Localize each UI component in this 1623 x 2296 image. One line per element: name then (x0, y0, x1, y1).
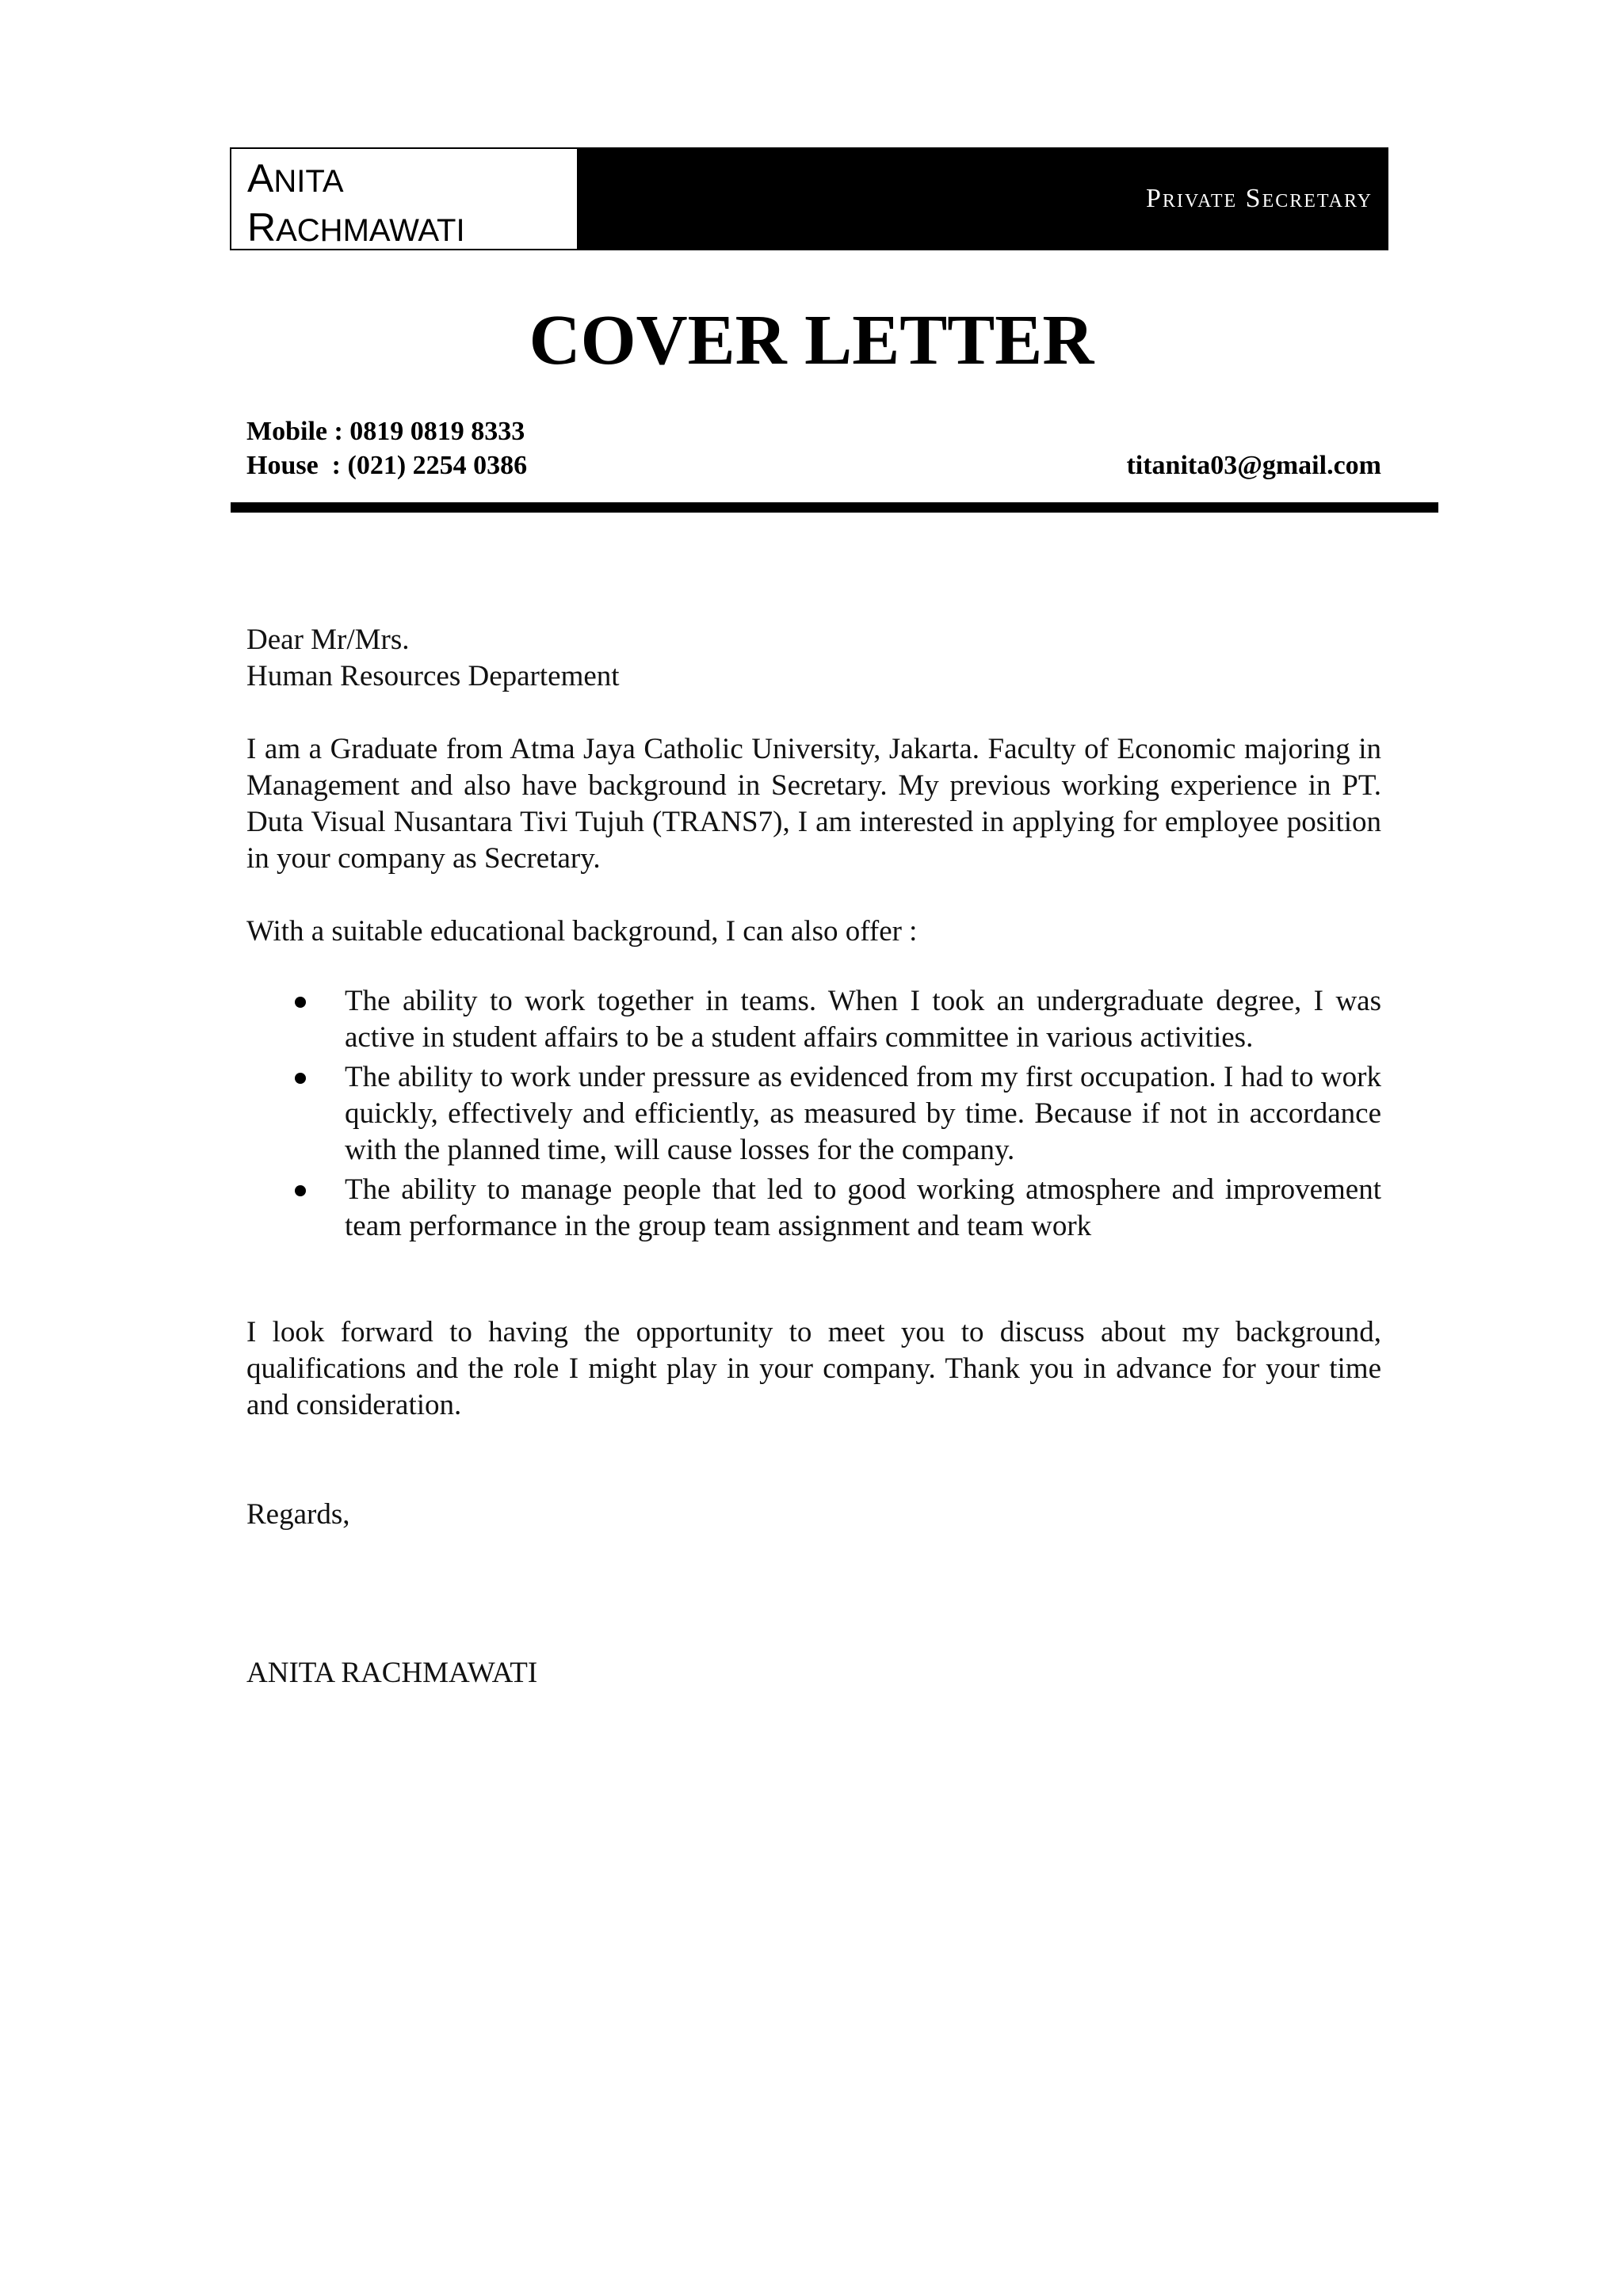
list-item-text: The ability to work under pressure as evidenced from my first occupation. I had to work quickly, effectively and efficiently, as measured by time. Because if not in accordance with the planned time, will cause losses for the company. (345, 1061, 1381, 1166)
signature-name: ANITA RACHMAWATI (246, 1657, 538, 1689)
closing-paragraph: I look forward to having the opportunity to meet you to discuss about my background, qualifications and the role I might play in your company. Thank you in advance for your time and consideration. (246, 1316, 1381, 1421)
offer-list-wrapper (246, 983, 1381, 1245)
house-number: House : (021) 2254 0386 (246, 451, 528, 480)
first-name-initial: A (247, 156, 274, 200)
first-name (247, 155, 577, 204)
last-name (247, 204, 577, 254)
email-address: titanita03@gmail.com (1126, 451, 1381, 480)
salutation: Dear Mr/Mrs. (246, 624, 410, 656)
mobile-number: Mobile : 0819 0819 8333 (246, 417, 525, 446)
offer-lead-paragraph: With a suitable educational background, I can also offer : (246, 915, 918, 948)
list-item (246, 983, 1381, 1056)
last-name-rest: ACHMAWATI (276, 213, 465, 248)
list-item (246, 1059, 1381, 1169)
regards: Regards, (246, 1498, 350, 1531)
header-banner (230, 147, 1388, 250)
position-title: Private Secretary (1146, 184, 1373, 213)
list-item-text: The ability to manage people that led to good working atmosphere and improvement team performance in the group team assignment and team work (345, 1173, 1381, 1242)
position-banner (579, 147, 1388, 250)
name-box (230, 147, 579, 250)
contact-block (246, 414, 1381, 482)
contact-row-house (246, 448, 1381, 482)
recipient-department: Human Resources Departement (246, 660, 620, 692)
list-item-text: The ability to work together in teams. When I took an undergraduate degree, I was active in student affairs to be a student affairs committee in various activities. (345, 985, 1381, 1054)
first-name-rest: NITA (273, 164, 344, 199)
bullet-icon (295, 1185, 306, 1196)
offer-list (246, 983, 1381, 1245)
bullet-icon (295, 997, 306, 1008)
horizontal-divider (231, 502, 1438, 513)
bullet-icon (295, 1073, 306, 1084)
document-title: COVER LETTER (529, 301, 1094, 379)
intro-paragraph: I am a Graduate from Atma Jaya Catholic University, Jakarta. Faculty of Economic majoring in Management and also have background in Secretary. My previous working experience in PT. Duta Visual Nusantara Tivi Tujuh (TRANS7), I am interested in applying for employee position in your company as Secretary. (246, 733, 1381, 875)
list-item (246, 1172, 1381, 1245)
letter-body (246, 622, 1381, 1691)
contact-row-mobile (246, 414, 1381, 448)
last-name-initial: R (247, 205, 277, 250)
